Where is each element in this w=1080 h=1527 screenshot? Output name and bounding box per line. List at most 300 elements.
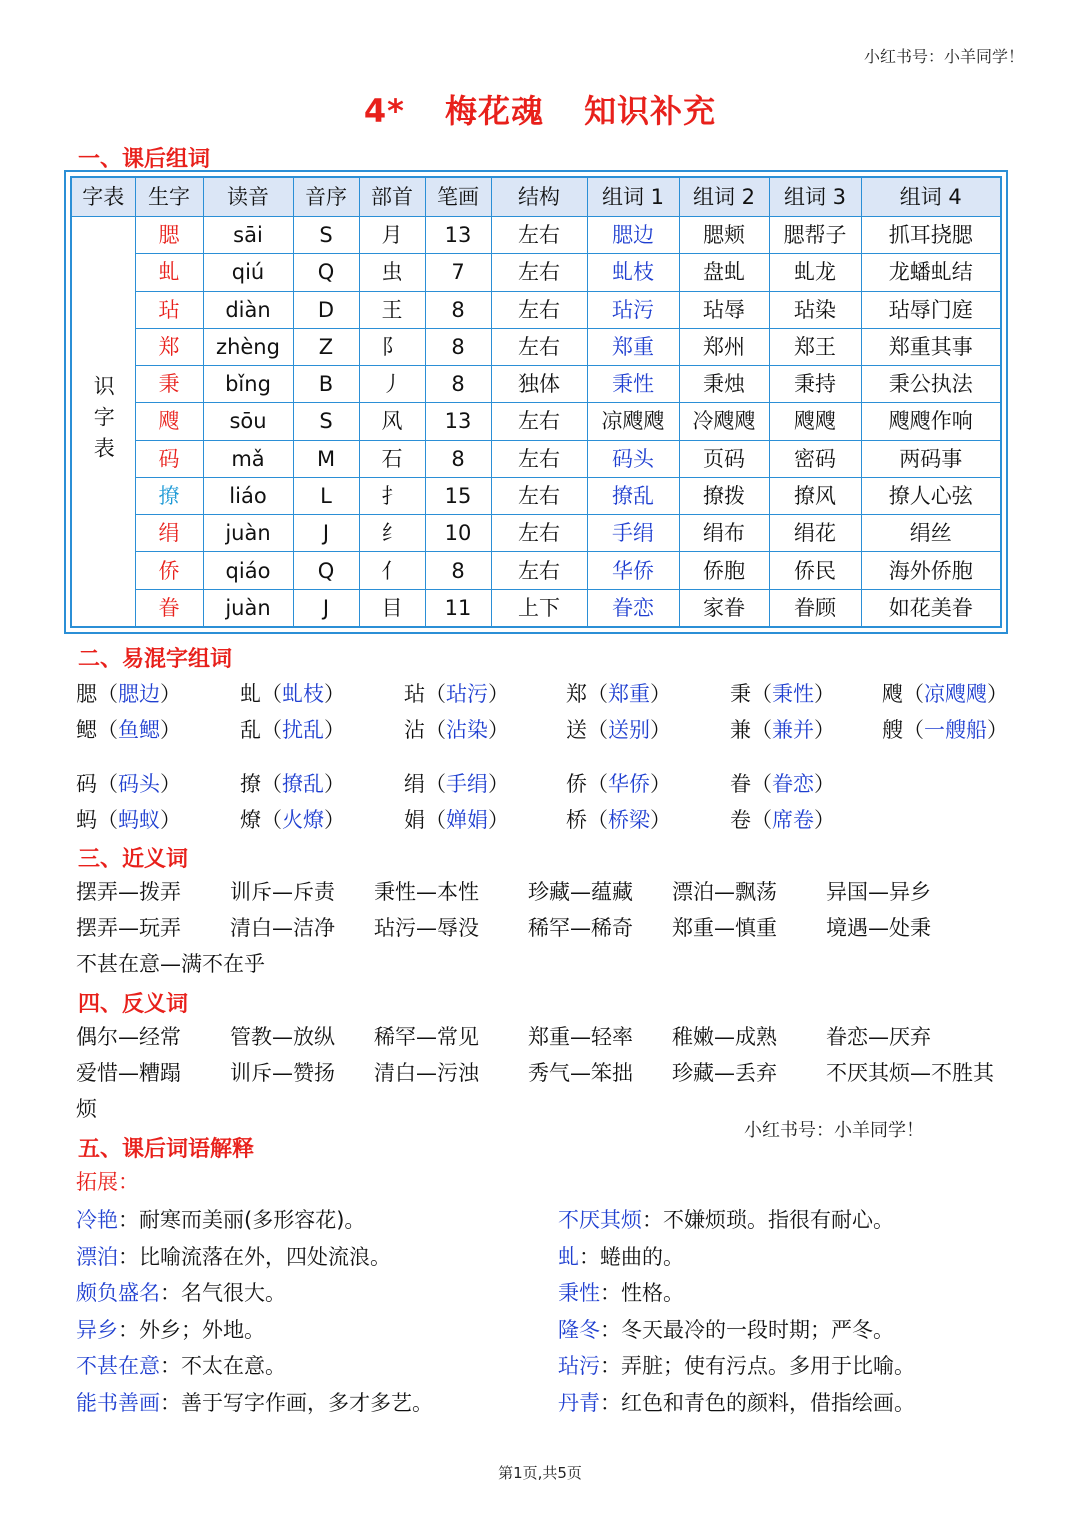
table-cell: diàn — [203, 291, 293, 328]
table-cell: 撩 — [135, 477, 203, 514]
definition-text: ：冬天最冷的一段时期；严冬。 — [600, 1317, 894, 1342]
table-cell: 腮帮子 — [769, 217, 861, 254]
definition-item — [558, 1312, 915, 1349]
table-header: 结构 — [491, 177, 587, 217]
definition-item — [76, 1385, 433, 1422]
synonyms-pair: 训斥—斥责 — [230, 880, 335, 904]
table-cell: Q — [293, 552, 359, 589]
confusing-char: 卷 — [730, 808, 751, 832]
confusing-word: 鱼鳃 — [118, 718, 160, 742]
table-cell: 虬 — [135, 254, 203, 291]
table-cell: 如花美眷 — [861, 589, 1001, 627]
confusing-word: 玷污 — [446, 682, 488, 706]
synonyms-row — [76, 876, 1016, 908]
table-cell: 家眷 — [679, 589, 769, 627]
definition-item — [76, 1202, 433, 1239]
definition-text: ：不嫌烦琐。指很有耐心。 — [642, 1208, 894, 1232]
confusing-word: 扰乱 — [282, 718, 324, 742]
paren-open: （ — [587, 682, 608, 706]
confusing-char: 飕 — [882, 682, 903, 706]
antonyms-pair: 珍藏—丢弃 — [672, 1061, 777, 1085]
antonyms-pair: 偶尔—经常 — [76, 1025, 181, 1049]
table-cell: 8 — [425, 366, 491, 403]
table-cell: 郑重其事 — [861, 328, 1001, 365]
table-header: 组词 3 — [769, 177, 861, 217]
confusing-char: 送 — [566, 718, 587, 742]
paren-close: ） — [650, 718, 671, 742]
paren-open: （ — [97, 682, 118, 706]
confusing-item — [566, 714, 671, 746]
synonyms-pair: 不甚在意—满不在乎 — [76, 952, 265, 976]
table-cell: 石 — [359, 440, 425, 477]
confusing-char: 侨 — [566, 772, 587, 796]
confusing-item — [240, 714, 345, 746]
confusing-item — [566, 768, 671, 800]
table-cell: 阝 — [359, 328, 425, 365]
paren-close: ） — [160, 718, 181, 742]
table-header: 读音 — [203, 177, 293, 217]
synonyms-pair: 玷污—辱没 — [374, 916, 479, 940]
paren-close: ） — [160, 808, 181, 832]
table-cell: 左右 — [491, 515, 587, 552]
table-cell: 左右 — [491, 403, 587, 440]
table-cell: 腮 — [135, 217, 203, 254]
table-cell: 玷污 — [587, 291, 679, 328]
table-category: 识字表 — [71, 217, 135, 628]
confusing-word: 凉飕飕 — [924, 682, 987, 706]
confusing-char: 眷 — [730, 772, 751, 796]
paren-open: （ — [751, 772, 772, 796]
paren-close: ） — [650, 808, 671, 832]
table-cell: 凉飕飕 — [587, 403, 679, 440]
table-cell: 11 — [425, 589, 491, 627]
paren-close: ） — [650, 772, 671, 796]
confusing-word: 一艘船 — [924, 718, 987, 742]
paren-open: （ — [97, 808, 118, 832]
confusing-row — [76, 804, 1016, 836]
antonyms-pair: 清白—污浊 — [374, 1061, 479, 1085]
confusing-word: 华侨 — [608, 772, 650, 796]
paren-open: （ — [425, 682, 446, 706]
definitions-left — [76, 1202, 433, 1421]
table-cell: 飕 — [135, 403, 203, 440]
paren-open: （ — [97, 718, 118, 742]
table-header: 组词 1 — [587, 177, 679, 217]
confusing-item — [882, 678, 1008, 710]
table-row — [71, 477, 1001, 514]
table-cell: 秉持 — [769, 366, 861, 403]
synonyms-pair: 稀罕—稀奇 — [528, 916, 633, 940]
definition-text: ：比喻流落在外，四处流浪。 — [118, 1244, 391, 1269]
synonyms-row — [76, 948, 1016, 980]
definition-term: 玷污 — [558, 1354, 600, 1378]
confusing-word: 兼并 — [772, 718, 814, 742]
confusing-char: 郑 — [566, 682, 587, 706]
definition-term: 不甚在意 — [76, 1354, 160, 1378]
confusing-char: 撩 — [240, 772, 261, 796]
confusing-char: 码 — [76, 772, 97, 796]
table-cell: 手绢 — [587, 515, 679, 552]
confusing-word: 火燎 — [282, 808, 324, 832]
antonyms-pair: 稀罕—常见 — [374, 1025, 479, 1049]
paren-open: （ — [425, 772, 446, 796]
paren-close: ） — [324, 718, 345, 742]
table-cell: L — [293, 477, 359, 514]
table-cell: 码 — [135, 440, 203, 477]
confusing-item — [882, 714, 1008, 746]
paren-close: ） — [324, 772, 345, 796]
table-row — [71, 328, 1001, 365]
definition-item — [76, 1312, 433, 1349]
table-cell: 两码事 — [861, 440, 1001, 477]
table-cell: qiáo — [203, 552, 293, 589]
definition-term: 能书善画 — [76, 1390, 160, 1415]
definition-item — [76, 1239, 433, 1276]
confusing-word: 婵娟 — [446, 808, 488, 832]
page-title — [0, 86, 1080, 132]
definition-item — [558, 1348, 915, 1385]
table-row — [71, 217, 1001, 254]
confusing-word: 腮边 — [118, 682, 160, 706]
table-cell: 侨胞 — [679, 552, 769, 589]
table-cell: 13 — [425, 403, 491, 440]
synonyms-pair: 摆弄—拨弄 — [76, 880, 181, 904]
section-heading-5: 五、课后词语解释 — [78, 1137, 255, 1162]
table-row — [71, 552, 1001, 589]
definition-text: ：耐寒而美丽(多形容花)。 — [118, 1208, 366, 1232]
table-header: 生字 — [135, 177, 203, 217]
definition-term: 隆冬 — [558, 1317, 600, 1342]
confusing-char: 桥 — [566, 808, 587, 832]
section-heading-3: 三、近义词 — [78, 847, 189, 872]
definitions-right — [558, 1202, 915, 1421]
synonyms-pair: 郑重—慎重 — [672, 916, 777, 940]
definition-item — [76, 1348, 433, 1385]
table-cell: S — [293, 403, 359, 440]
page-footer: 第1页,共5页 — [498, 1464, 582, 1482]
antonyms-pair: 稚嫩—成熟 — [672, 1025, 777, 1049]
paren-close: ） — [650, 682, 671, 706]
confusing-item — [404, 678, 509, 710]
table-cell: 目 — [359, 589, 425, 627]
confusing-word: 虬枝 — [282, 682, 324, 706]
table-cell: zhèng — [203, 328, 293, 365]
paren-close: ） — [324, 682, 345, 706]
antonyms-row — [76, 1021, 1016, 1053]
definition-term: 不厌其烦 — [558, 1208, 642, 1232]
table-cell: 眷 — [135, 589, 203, 627]
table-cell: 眷恋 — [587, 589, 679, 627]
table-header: 音序 — [293, 177, 359, 217]
table-header: 字表 — [71, 177, 135, 217]
table-cell: 腮颊 — [679, 217, 769, 254]
confusing-char: 沾 — [404, 718, 425, 742]
table-cell: 飕飕作响 — [861, 403, 1001, 440]
table-cell: 郑重 — [587, 328, 679, 365]
table-body — [71, 217, 1001, 628]
paren-open: （ — [903, 718, 924, 742]
confusing-char: 燎 — [240, 808, 261, 832]
confusing-char: 艘 — [882, 718, 903, 742]
table-cell: 撩乱 — [587, 477, 679, 514]
table-cell: 8 — [425, 328, 491, 365]
table-cell: Q — [293, 254, 359, 291]
section-heading-2: 二、易混字组词 — [78, 647, 233, 672]
antonyms-pair: 烦 — [76, 1097, 97, 1121]
paren-close: ） — [814, 718, 835, 742]
table-cell: Z — [293, 328, 359, 365]
definition-item — [558, 1385, 915, 1422]
definition-text: ：外乡；外地。 — [118, 1317, 265, 1342]
confusing-item — [730, 768, 835, 800]
table-cell: J — [293, 515, 359, 552]
table-cell: 页码 — [679, 440, 769, 477]
definition-term: 冷艳 — [76, 1208, 118, 1232]
table-cell: mǎ — [203, 440, 293, 477]
antonyms-pair: 训斥—赞扬 — [230, 1061, 335, 1085]
table-header: 部首 — [359, 177, 425, 217]
paren-close: ） — [987, 682, 1008, 706]
table-cell: 左右 — [491, 552, 587, 589]
table-cell: 虬枝 — [587, 254, 679, 291]
table-cell: 侨民 — [769, 552, 861, 589]
table-row — [71, 291, 1001, 328]
paren-close: ） — [814, 772, 835, 796]
definition-item — [76, 1275, 433, 1312]
table-row — [71, 403, 1001, 440]
table-cell: 纟 — [359, 515, 425, 552]
table-cell: 15 — [425, 477, 491, 514]
synonyms-pair: 珍藏—蕴藏 — [528, 880, 633, 904]
table-cell: 绢花 — [769, 515, 861, 552]
synonyms-pair: 秉性—本性 — [374, 880, 479, 904]
confusing-char: 绢 — [404, 772, 425, 796]
table-cell: 亻 — [359, 552, 425, 589]
table-cell: B — [293, 366, 359, 403]
definition-text: ：性格。 — [600, 1281, 684, 1305]
definition-term: 虬 — [558, 1244, 579, 1269]
paren-open: （ — [903, 682, 924, 706]
confusing-char: 蚂 — [76, 808, 97, 832]
confusing-word: 沾染 — [446, 718, 488, 742]
table-cell: 绢丝 — [861, 515, 1001, 552]
definition-text: ：不太在意。 — [160, 1354, 286, 1378]
antonyms-pair: 眷恋—厌弃 — [826, 1025, 931, 1049]
paren-open: （ — [261, 772, 282, 796]
table-cell: 玷染 — [769, 291, 861, 328]
table-cell: 左右 — [491, 291, 587, 328]
table-cell: 上下 — [491, 589, 587, 627]
table-row — [71, 589, 1001, 627]
definition-term: 丹青 — [558, 1390, 600, 1415]
paren-open: （ — [97, 772, 118, 796]
table-cell: 13 — [425, 217, 491, 254]
definition-text: ：红色和青色的颜料，借指绘画。 — [600, 1390, 915, 1415]
synonyms-row — [76, 912, 1016, 944]
confusing-item — [76, 768, 181, 800]
synonyms-pair: 异国—异乡 — [826, 880, 931, 904]
confusing-item — [76, 804, 181, 836]
paren-open: （ — [261, 808, 282, 832]
synonyms-pair: 摆弄—玩弄 — [76, 916, 181, 940]
antonyms-pair: 郑重—轻率 — [528, 1025, 633, 1049]
paren-close: ） — [324, 808, 345, 832]
antonyms-pair: 管教—放纵 — [230, 1025, 335, 1049]
table-cell: J — [293, 589, 359, 627]
confusing-item — [240, 768, 345, 800]
table-header-row — [71, 177, 1001, 217]
confusing-item — [404, 768, 509, 800]
paren-close: ） — [160, 772, 181, 796]
table-cell: 虬龙 — [769, 254, 861, 291]
paren-close: ） — [814, 808, 835, 832]
confusing-char: 腮 — [76, 682, 97, 706]
title-number: 4* — [363, 92, 405, 130]
definition-text: ：名气很大。 — [160, 1281, 286, 1305]
confusing-item — [240, 678, 345, 710]
confusing-item — [566, 678, 671, 710]
word-table — [70, 176, 1002, 628]
confusing-char: 鳃 — [76, 718, 97, 742]
table-cell: 绢布 — [679, 515, 769, 552]
confusing-char: 虬 — [240, 682, 261, 706]
table-row — [71, 440, 1001, 477]
table-cell: 密码 — [769, 440, 861, 477]
confusing-char: 秉 — [730, 682, 751, 706]
watermark-top: 小红书号：小羊同学！ — [863, 47, 1024, 66]
confusing-row — [76, 678, 1016, 710]
definition-item — [558, 1275, 915, 1312]
confusing-char: 玷 — [404, 682, 425, 706]
antonyms-row — [76, 1057, 1016, 1089]
paren-open: （ — [751, 718, 772, 742]
table-cell: 盘虬 — [679, 254, 769, 291]
table-cell: 玷辱门庭 — [861, 291, 1001, 328]
confusing-word: 郑重 — [608, 682, 650, 706]
antonyms-pair: 秀气—笨拙 — [528, 1061, 633, 1085]
confusing-item — [240, 804, 345, 836]
paren-open: （ — [261, 718, 282, 742]
confusing-item — [566, 804, 671, 836]
table-cell: 玷辱 — [679, 291, 769, 328]
confusing-word: 手绢 — [446, 772, 488, 796]
word-table-frame — [64, 170, 1008, 634]
table-cell: juàn — [203, 589, 293, 627]
table-cell: 郑州 — [679, 328, 769, 365]
confusing-item — [404, 804, 509, 836]
paren-open: （ — [587, 808, 608, 832]
table-cell: 玷 — [135, 291, 203, 328]
paren-open: （ — [751, 808, 772, 832]
table-cell: 码头 — [587, 440, 679, 477]
table-row — [71, 366, 1001, 403]
section-heading-1: 一、课后组词 — [78, 147, 211, 172]
definition-term: 漂泊 — [76, 1244, 118, 1269]
paren-close: ） — [488, 808, 509, 832]
table-row — [71, 254, 1001, 291]
table-cell: 左右 — [491, 440, 587, 477]
paren-open: （ — [751, 682, 772, 706]
confusing-item — [730, 714, 835, 746]
table-cell: 撩风 — [769, 477, 861, 514]
table-cell: 丿 — [359, 366, 425, 403]
table-cell: 华侨 — [587, 552, 679, 589]
table-cell: 左右 — [491, 328, 587, 365]
table-cell: 左右 — [491, 254, 587, 291]
paren-open: （ — [587, 772, 608, 796]
definition-term: 颇负盛名 — [76, 1281, 160, 1305]
confusing-word: 蚂蚁 — [118, 808, 160, 832]
table-header: 组词 4 — [861, 177, 1001, 217]
confusing-item — [76, 678, 181, 710]
table-cell: 秉性 — [587, 366, 679, 403]
table-cell: 郑 — [135, 328, 203, 365]
table-cell: S — [293, 217, 359, 254]
table-cell: sōu — [203, 403, 293, 440]
table-cell: 撩人心弦 — [861, 477, 1001, 514]
table-cell: 郑王 — [769, 328, 861, 365]
confusing-char: 乱 — [240, 718, 261, 742]
definition-item — [558, 1239, 915, 1276]
paren-close: ） — [488, 682, 509, 706]
table-cell: 8 — [425, 440, 491, 477]
definition-text: ：蜷曲的。 — [579, 1244, 684, 1269]
table-cell: 抓耳挠腮 — [861, 217, 1001, 254]
definition-text: ：弄脏；使有污点。多用于比喻。 — [600, 1354, 915, 1378]
table-cell: 扌 — [359, 477, 425, 514]
definition-term: 异乡 — [76, 1317, 118, 1342]
table-cell: 腮边 — [587, 217, 679, 254]
paren-close: ） — [160, 682, 181, 706]
table-cell: sāi — [203, 217, 293, 254]
table-cell: 冷飕飕 — [679, 403, 769, 440]
confusing-word: 秉性 — [772, 682, 814, 706]
table-cell: 秉烛 — [679, 366, 769, 403]
table-cell: M — [293, 440, 359, 477]
confusing-word: 席卷 — [772, 808, 814, 832]
confusing-word: 桥梁 — [608, 808, 650, 832]
table-cell: 眷顾 — [769, 589, 861, 627]
table-cell: 龙蟠虬结 — [861, 254, 1001, 291]
table-cell: D — [293, 291, 359, 328]
table-cell: 左右 — [491, 217, 587, 254]
table-cell: 8 — [425, 291, 491, 328]
confusing-item — [76, 714, 181, 746]
table-cell: 独体 — [491, 366, 587, 403]
confusing-word: 送别 — [608, 718, 650, 742]
table-cell: 虫 — [359, 254, 425, 291]
table-header: 笔画 — [425, 177, 491, 217]
paren-close: ） — [814, 682, 835, 706]
antonyms-pair: 不厌其烦—不胜其 — [826, 1061, 994, 1085]
table-cell: bǐng — [203, 366, 293, 403]
table-header: 组词 2 — [679, 177, 769, 217]
table-row — [71, 515, 1001, 552]
definition-text: ：善于写字作画，多才多艺。 — [160, 1390, 433, 1415]
table-cell: 海外侨胞 — [861, 552, 1001, 589]
table-cell: 风 — [359, 403, 425, 440]
confusing-item — [730, 804, 835, 836]
paren-open: （ — [425, 808, 446, 832]
definition-term: 秉性 — [558, 1281, 600, 1305]
synonyms-pair: 漂泊—飘荡 — [672, 880, 777, 904]
confusing-char: 娟 — [404, 808, 425, 832]
table-cell: 10 — [425, 515, 491, 552]
table-cell: liáo — [203, 477, 293, 514]
confusing-item — [730, 678, 835, 710]
antonyms-pair: 爱惜—糟蹋 — [76, 1061, 181, 1085]
confusing-word: 码头 — [118, 772, 160, 796]
